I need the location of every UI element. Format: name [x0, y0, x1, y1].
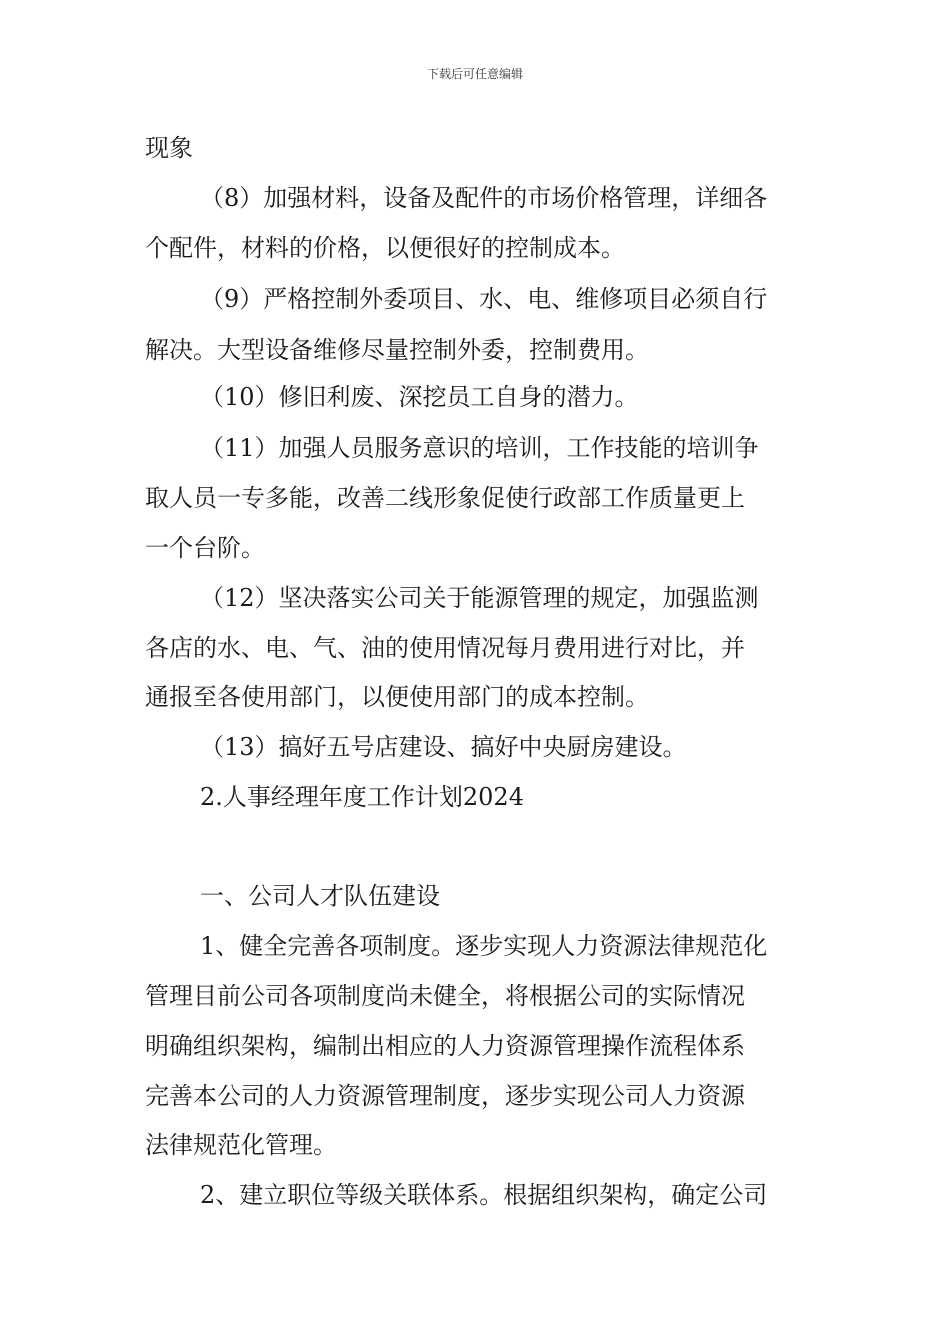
text-line: 通报至各使用部门，以便使用部门的成本控制。 [145, 683, 649, 711]
page-header-note: 下载后可任意编辑 [426, 67, 523, 81]
text-line: 各店的水、电、气、油的使用情况每月费用进行对比，并 [145, 634, 745, 662]
text-line: 2、建立职位等级关联体系。根据组织架构，确定公司 [200, 1181, 768, 1209]
section-heading: 2.人事经理年度工作计划2024 [200, 783, 524, 811]
text-line: （12）坚决落实公司关于能源管理的规定，加强监测 [200, 584, 759, 612]
text-line: 个配件，材料的价格，以便很好的控制成本。 [145, 234, 625, 262]
section-heading: 一、公司人才队伍建设 [200, 882, 440, 910]
text-line: 取人员一专多能，改善二线形象促使行政部工作质量更上 [145, 484, 745, 512]
text-line: 一个台阶。 [145, 534, 265, 562]
text-line: （8）加强材料，设备及配件的市场价格管理，详细各 [200, 184, 768, 212]
text-line: （13）搞好五号店建设、搞好中央厨房建设。 [200, 733, 687, 761]
text-line: （10）修旧利废、深挖员工自身的潜力。 [200, 383, 639, 411]
text-line: 明确组织架构，编制出相应的人力资源管理操作流程体系 [145, 1032, 745, 1060]
text-line: 解决。大型设备维修尽量控制外委，控制费用。 [145, 336, 649, 364]
text-line: （9）严格控制外委项目、水、电、维修项目必须自行 [200, 285, 768, 313]
text-line: 1、健全完善各项制度。逐步实现人力资源法律规范化 [200, 932, 768, 960]
text-line: 完善本公司的人力资源管理制度，逐步实现公司人力资源 [145, 1082, 745, 1110]
text-line: 管理目前公司各项制度尚未健全，将根据公司的实际情况 [145, 982, 745, 1010]
text-line: 现象 [145, 134, 193, 162]
text-line: 法律规范化管理。 [145, 1131, 337, 1159]
text-line: （11）加强人员服务意识的培训，工作技能的培训争 [200, 434, 759, 462]
